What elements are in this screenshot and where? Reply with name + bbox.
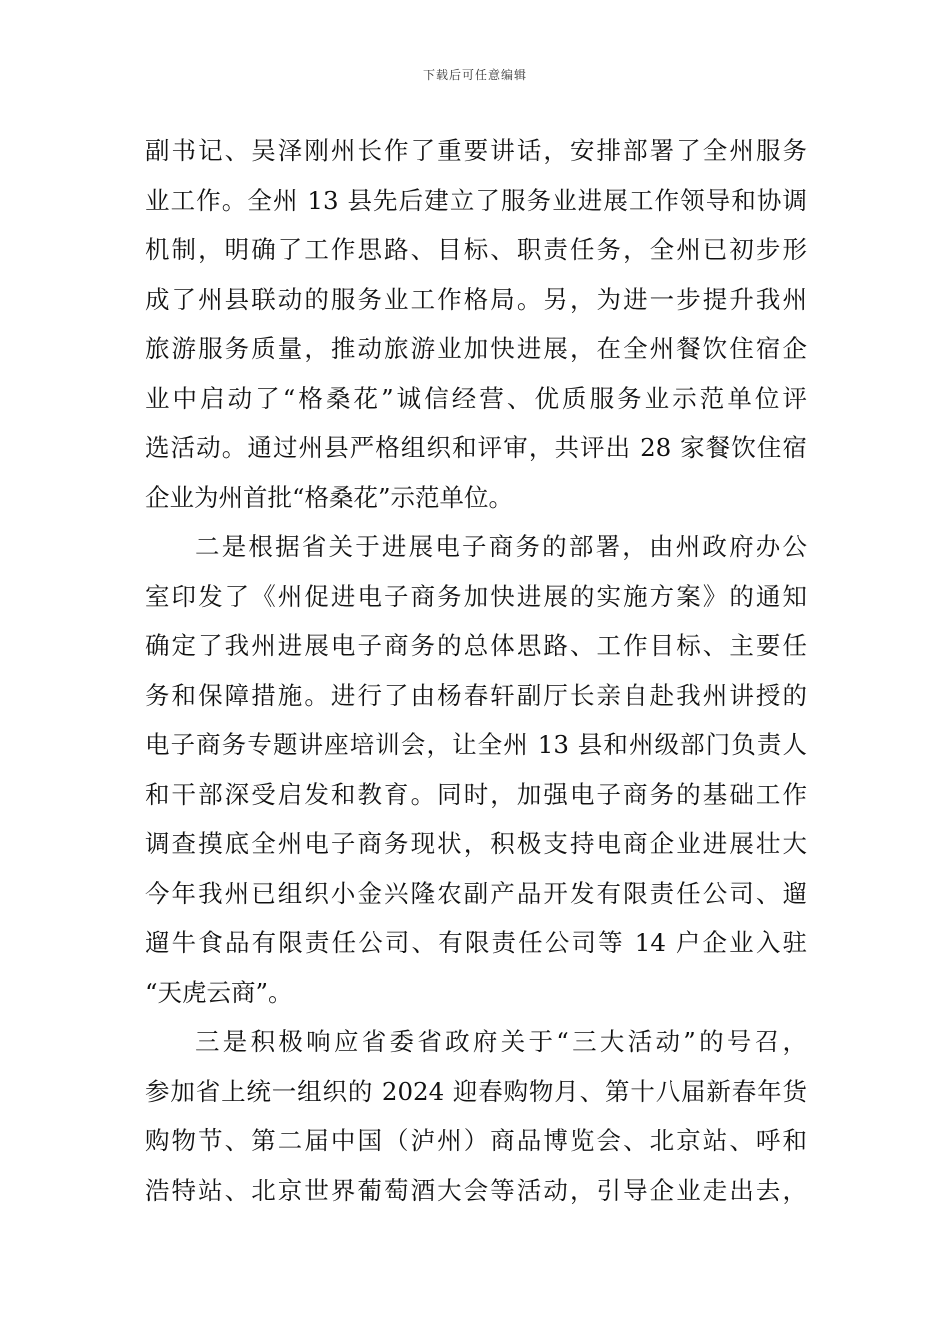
paragraph: [145, 522, 807, 1017]
text-line: 副书记、吴泽刚州长作了重要讲话，安排部署了全州服务: [145, 136, 807, 165]
text-line: 成了州县联动的服务业工作格局。另，为进一步提升我州: [145, 284, 807, 314]
page-header: 下载后可任意编辑: [422, 68, 527, 82]
text-line: 企业为州首批“格桑花”示范单位。: [145, 482, 514, 512]
text-line: 室印发了《州促进电子商务加快进展的实施方案》的通知: [145, 581, 807, 611]
text-line: 电子商务专题讲座培训会，让全州 13 县和州级部门负责人: [145, 730, 807, 759]
text-line: 遛牛食品有限责任公司、有限责任公司等 14 户企业入驻: [145, 928, 807, 957]
text-line: 浩特站、北京世界葡萄酒大会等活动，引导企业走出去，: [145, 1175, 807, 1205]
text-line: 确定了我州进展电子商务的总体思路、工作目标、主要任: [145, 631, 807, 660]
paragraph: [145, 1017, 807, 1215]
text-line: 选活动。通过州县严格组织和评审，共评出 28 家餐饮住宿: [145, 433, 807, 462]
text-line: 三是积极响应省委省政府关于“三大活动”的号召，: [195, 1027, 807, 1056]
paragraph: [145, 126, 807, 522]
text-line: 今年我州已组织小金兴隆农副产品开发有限责任公司、遛: [145, 878, 807, 908]
text-line: 务和保障措施。进行了由杨春轩副厅长亲自赴我州讲授的: [145, 680, 807, 710]
text-line: 参加省上统一组织的 2024 迎春购物月、第十八届新春年货: [145, 1076, 807, 1106]
text-line: 购物节、第二届中国（泸州）商品博览会、北京站、呼和: [145, 1126, 807, 1155]
text-line: 调查摸底全州电子商务现状，积极支持电商企业进展壮大: [145, 829, 807, 858]
document-body: [145, 126, 807, 1215]
text-line: 和干部深受启发和教育。同时，加强电子商务的基础工作: [145, 779, 807, 809]
text-line: 业工作。全州 13 县先后建立了服务业进展工作领导和协调: [145, 185, 807, 215]
text-line: 业中启动了“格桑花”诚信经营、优质服务业示范单位评: [145, 383, 807, 413]
text-line: 旅游服务质量，推动旅游业加快进展，在全州餐饮住宿企: [145, 334, 807, 363]
text-line: “天虎云商”。: [145, 977, 293, 1007]
text-line: 二是根据省关于进展电子商务的部署，由州政府办公: [195, 532, 807, 561]
text-line: 机制，明确了工作思路、目标、职责任务，全州已初步形: [145, 235, 807, 264]
